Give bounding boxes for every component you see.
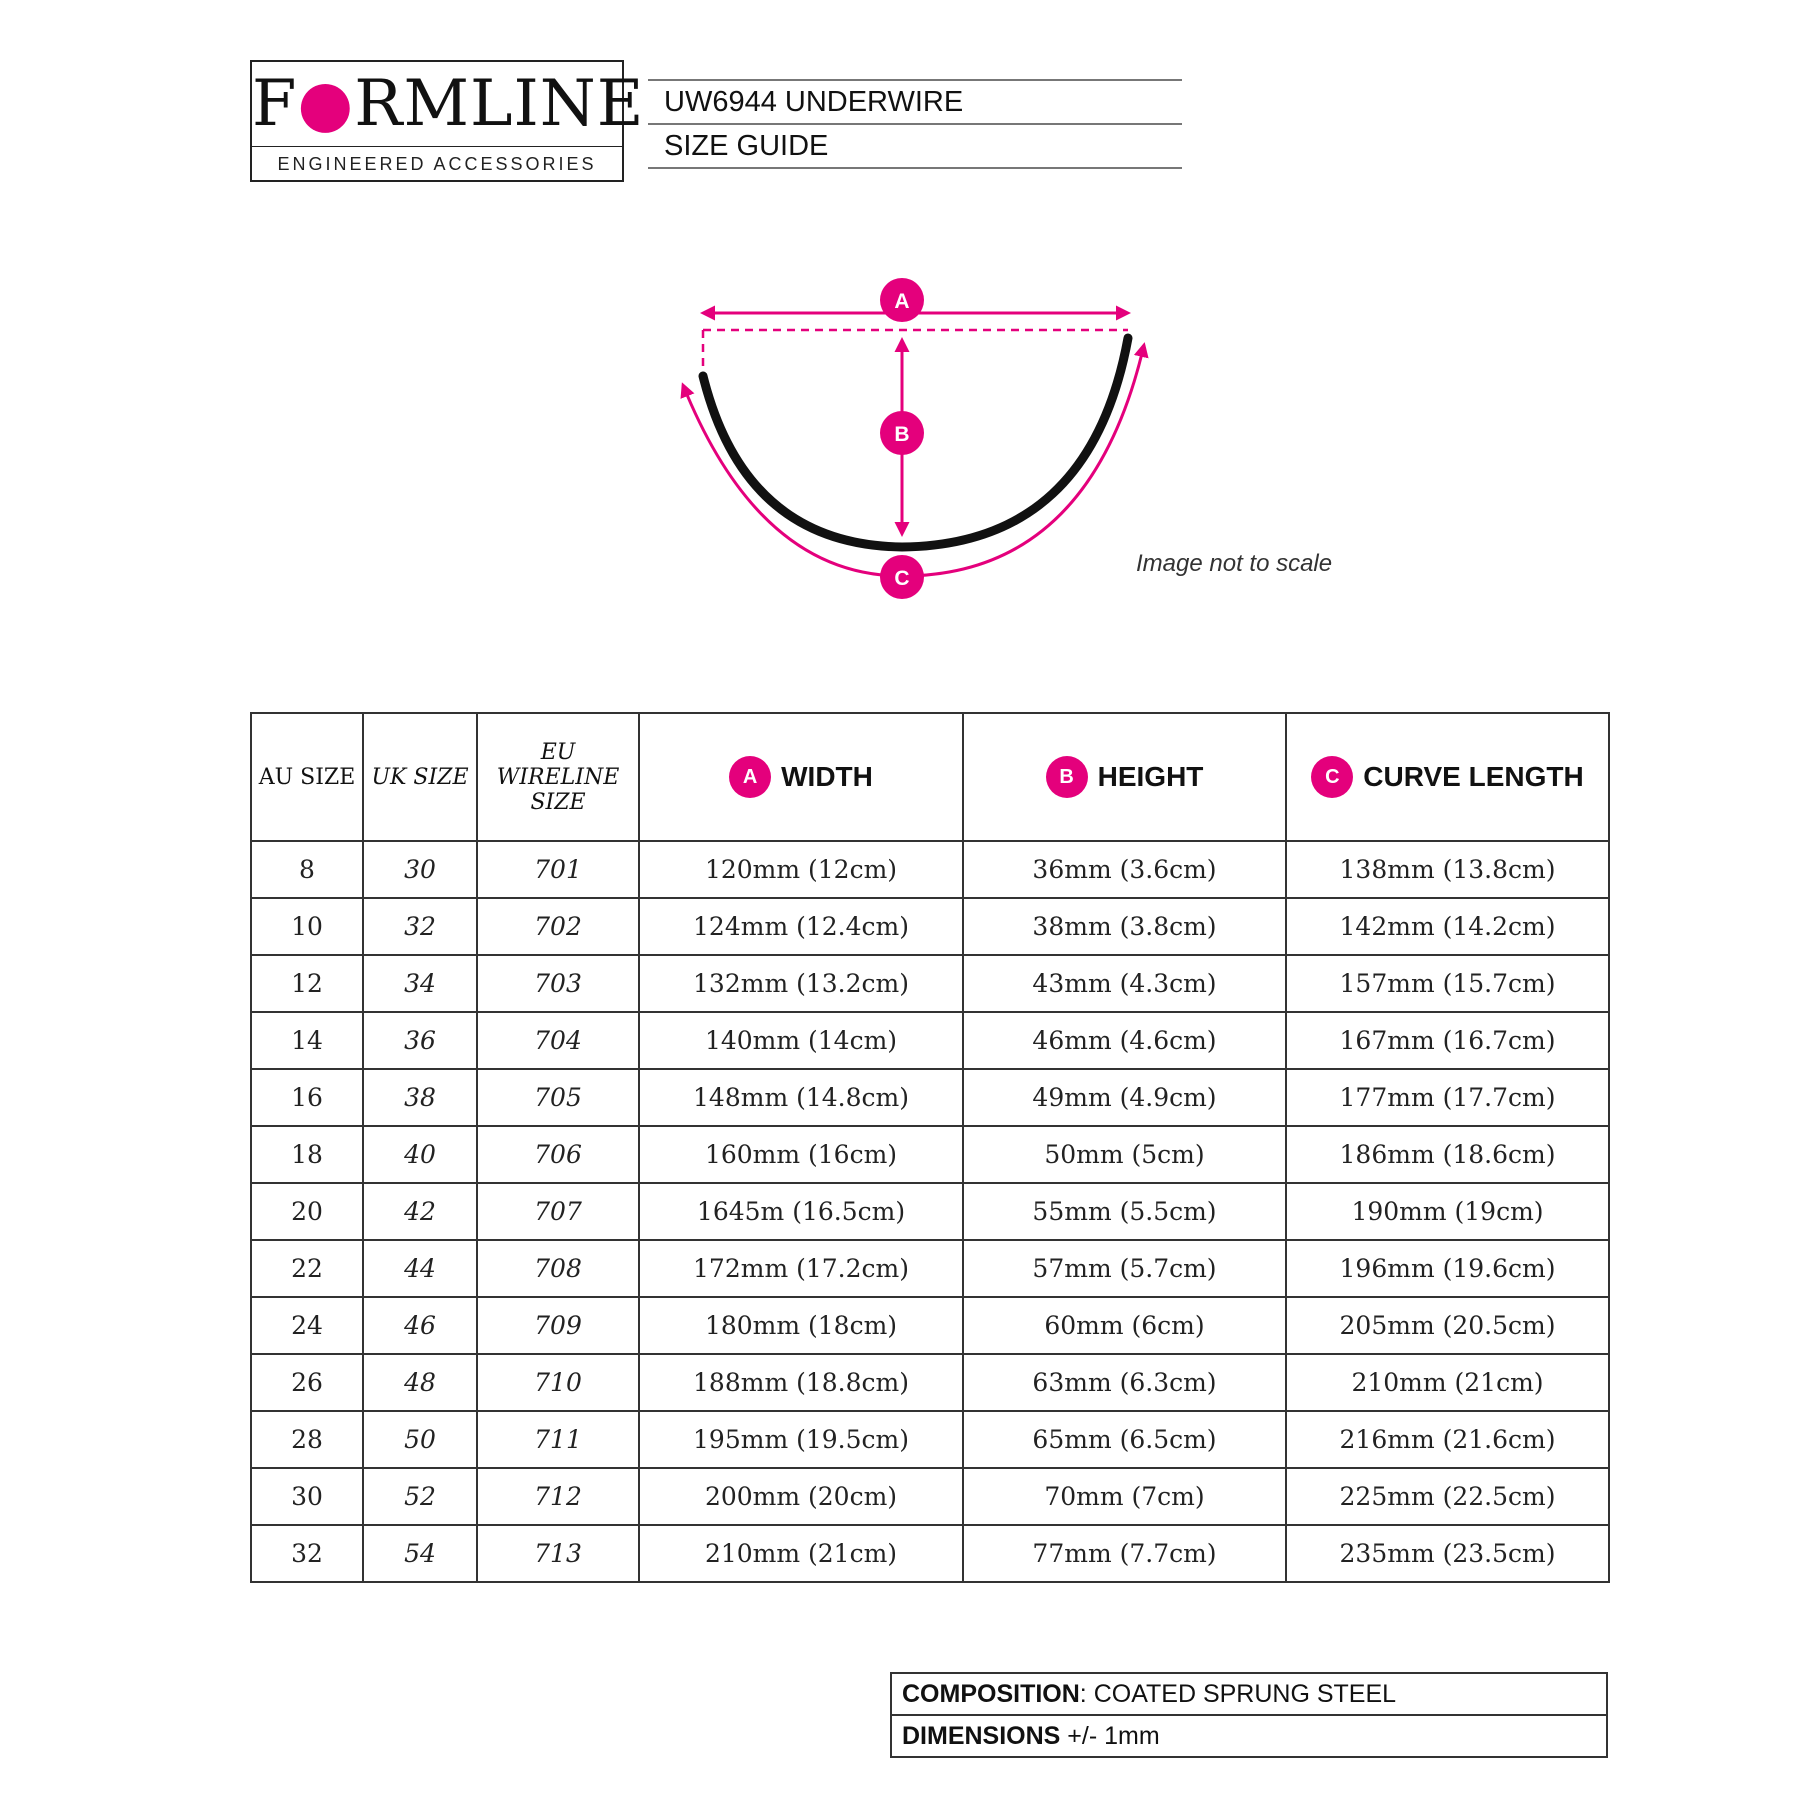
cell-eu-size: 708 (477, 1240, 639, 1297)
cell-width: 195mm (19.5cm) (639, 1411, 963, 1468)
header-height (963, 713, 1286, 841)
header-height-label: HEIGHT (1097, 761, 1204, 792)
cell-eu-size: 702 (477, 898, 639, 955)
cell-au-size: 18 (251, 1126, 363, 1183)
cell-eu-size: 712 (477, 1468, 639, 1525)
cell-curve-length: 196mm (19.6cm) (1286, 1240, 1609, 1297)
cell-height: 65mm (6.5cm) (963, 1411, 1286, 1468)
cell-width: 148mm (14.8cm) (639, 1069, 963, 1126)
cell-curve-length: 225mm (22.5cm) (1286, 1468, 1609, 1525)
cell-uk-size: 50 (363, 1411, 477, 1468)
table-header-row (251, 713, 1609, 841)
dimensions-value: +/- 1mm (1060, 1722, 1160, 1750)
cell-height: 49mm (4.9cm) (963, 1069, 1286, 1126)
cell-au-size: 20 (251, 1183, 363, 1240)
cell-eu-size: 704 (477, 1012, 639, 1069)
cell-au-size: 26 (251, 1354, 363, 1411)
cell-width: 210mm (21cm) (639, 1525, 963, 1582)
cell-uk-size: 38 (363, 1069, 477, 1126)
header-width (639, 713, 963, 841)
badge-c-label: C (894, 567, 910, 590)
composition-key: COMPOSITION (902, 1680, 1080, 1708)
cell-width: 132mm (13.2cm) (639, 955, 963, 1012)
table-row (251, 1297, 1609, 1354)
cell-width: 200mm (20cm) (639, 1468, 963, 1525)
cell-eu-size: 710 (477, 1354, 639, 1411)
table-row (251, 1411, 1609, 1468)
cell-uk-size: 52 (363, 1468, 477, 1525)
cell-width: 188mm (18.8cm) (639, 1354, 963, 1411)
cell-au-size: 16 (251, 1069, 363, 1126)
cell-curve-length: 190mm (19cm) (1286, 1183, 1609, 1240)
badge-b-icon: B (1046, 756, 1088, 798)
badge-a-icon: A (729, 756, 771, 798)
header-eu-line2: WIRELINE (496, 764, 620, 790)
scale-note: Image not to scale (1136, 550, 1333, 577)
cell-curve-length: 142mm (14.2cm) (1286, 898, 1609, 955)
cell-curve-length: 167mm (16.7cm) (1286, 1012, 1609, 1069)
cell-height: 60mm (6cm) (963, 1297, 1286, 1354)
specs-box (890, 1672, 1608, 1758)
cell-uk-size: 40 (363, 1126, 477, 1183)
header-eu-line1: EU (540, 739, 576, 765)
cell-height: 70mm (7cm) (963, 1468, 1286, 1525)
cell-eu-size: 713 (477, 1525, 639, 1582)
cell-uk-size: 48 (363, 1354, 477, 1411)
cell-height: 36mm (3.6cm) (963, 841, 1286, 898)
table-row (251, 1126, 1609, 1183)
cell-height: 57mm (5.7cm) (963, 1240, 1286, 1297)
composition-row (892, 1674, 1606, 1714)
table-row (251, 1354, 1609, 1411)
dimensions-key: DIMENSIONS (902, 1722, 1061, 1750)
badge-a-label: A (894, 290, 910, 313)
cell-height: 63mm (6.3cm) (963, 1354, 1286, 1411)
cell-au-size: 30 (251, 1468, 363, 1525)
cell-uk-size: 42 (363, 1183, 477, 1240)
logo-letters: RMLINE (354, 67, 645, 141)
cell-width: 160mm (16cm) (639, 1126, 963, 1183)
badge-b-label: B (894, 423, 910, 446)
cell-curve-length: 235mm (23.5cm) (1286, 1525, 1609, 1582)
cell-curve-length: 210mm (21cm) (1286, 1354, 1609, 1411)
cell-uk-size: 32 (363, 898, 477, 955)
cell-eu-size: 703 (477, 955, 639, 1012)
cell-curve-length: 138mm (13.8cm) (1286, 841, 1609, 898)
logo-dot-icon: ● (297, 67, 355, 141)
cell-height: 50mm (5cm) (963, 1126, 1286, 1183)
cell-width: 180mm (18cm) (639, 1297, 963, 1354)
product-title: UW6944 UNDERWIRE (648, 79, 1182, 123)
header-eu-size (477, 713, 639, 841)
dimensions-row (892, 1714, 1606, 1756)
header-uk-size: UK SIZE (363, 713, 477, 841)
header-au-size: AU SIZE (251, 713, 363, 841)
table-row (251, 1240, 1609, 1297)
cell-width: 124mm (12.4cm) (639, 898, 963, 955)
cell-au-size: 24 (251, 1297, 363, 1354)
cell-eu-size: 706 (477, 1126, 639, 1183)
table-row (251, 955, 1609, 1012)
cell-curve-length: 157mm (15.7cm) (1286, 955, 1609, 1012)
cell-curve-length: 205mm (20.5cm) (1286, 1297, 1609, 1354)
cell-au-size: 28 (251, 1411, 363, 1468)
cell-eu-size: 709 (477, 1297, 639, 1354)
cell-height: 46mm (4.6cm) (963, 1012, 1286, 1069)
cell-eu-size: 707 (477, 1183, 639, 1240)
composition-value: : COATED SPRUNG STEEL (1079, 1680, 1397, 1708)
cell-uk-size: 36 (363, 1012, 477, 1069)
cell-height: 38mm (3.8cm) (963, 898, 1286, 955)
table-row (251, 841, 1609, 898)
cell-width: 120mm (12cm) (639, 841, 963, 898)
header-curve-label: CURVE LENGTH (1363, 761, 1584, 792)
cell-eu-size: 701 (477, 841, 639, 898)
header-width-label: WIDTH (781, 761, 873, 792)
logo-tagline: ENGINEERED ACCESSORIES (277, 154, 597, 174)
table-row (251, 1012, 1609, 1069)
cell-uk-size: 34 (363, 955, 477, 1012)
cell-au-size: 10 (251, 898, 363, 955)
cell-au-size: 32 (251, 1525, 363, 1582)
cell-uk-size: 30 (363, 841, 477, 898)
cell-curve-length: 216mm (21.6cm) (1286, 1411, 1609, 1468)
size-table (250, 712, 1610, 1583)
cell-uk-size: 46 (363, 1297, 477, 1354)
document-subtitle: SIZE GUIDE (648, 123, 1182, 169)
cell-width: 1645m (16.5cm) (639, 1183, 963, 1240)
cell-au-size: 12 (251, 955, 363, 1012)
table-row (251, 1468, 1609, 1525)
header-curve-length (1286, 713, 1609, 841)
cell-width: 140mm (14cm) (639, 1012, 963, 1069)
table-row (251, 1183, 1609, 1240)
cell-au-size: 8 (251, 841, 363, 898)
cell-au-size: 22 (251, 1240, 363, 1297)
logo-letter-f: F (252, 67, 298, 141)
cell-uk-size: 44 (363, 1240, 477, 1297)
curve-length-line (683, 345, 1144, 576)
cell-width: 172mm (17.2cm) (639, 1240, 963, 1297)
cell-uk-size: 54 (363, 1525, 477, 1582)
cell-height: 77mm (7.7cm) (963, 1525, 1286, 1582)
cell-curve-length: 186mm (18.6cm) (1286, 1126, 1609, 1183)
table-row (251, 1069, 1609, 1126)
underwire-diagram (0, 0, 1820, 640)
table-row (251, 898, 1609, 955)
cell-height: 43mm (4.3cm) (963, 955, 1286, 1012)
cell-eu-size: 711 (477, 1411, 639, 1468)
cell-eu-size: 705 (477, 1069, 639, 1126)
cell-height: 55mm (5.5cm) (963, 1183, 1286, 1240)
header-eu-line3: SIZE (530, 789, 586, 815)
badge-c-icon: C (1311, 756, 1353, 798)
cell-au-size: 14 (251, 1012, 363, 1069)
table-row (251, 1525, 1609, 1582)
cell-curve-length: 177mm (17.7cm) (1286, 1069, 1609, 1126)
